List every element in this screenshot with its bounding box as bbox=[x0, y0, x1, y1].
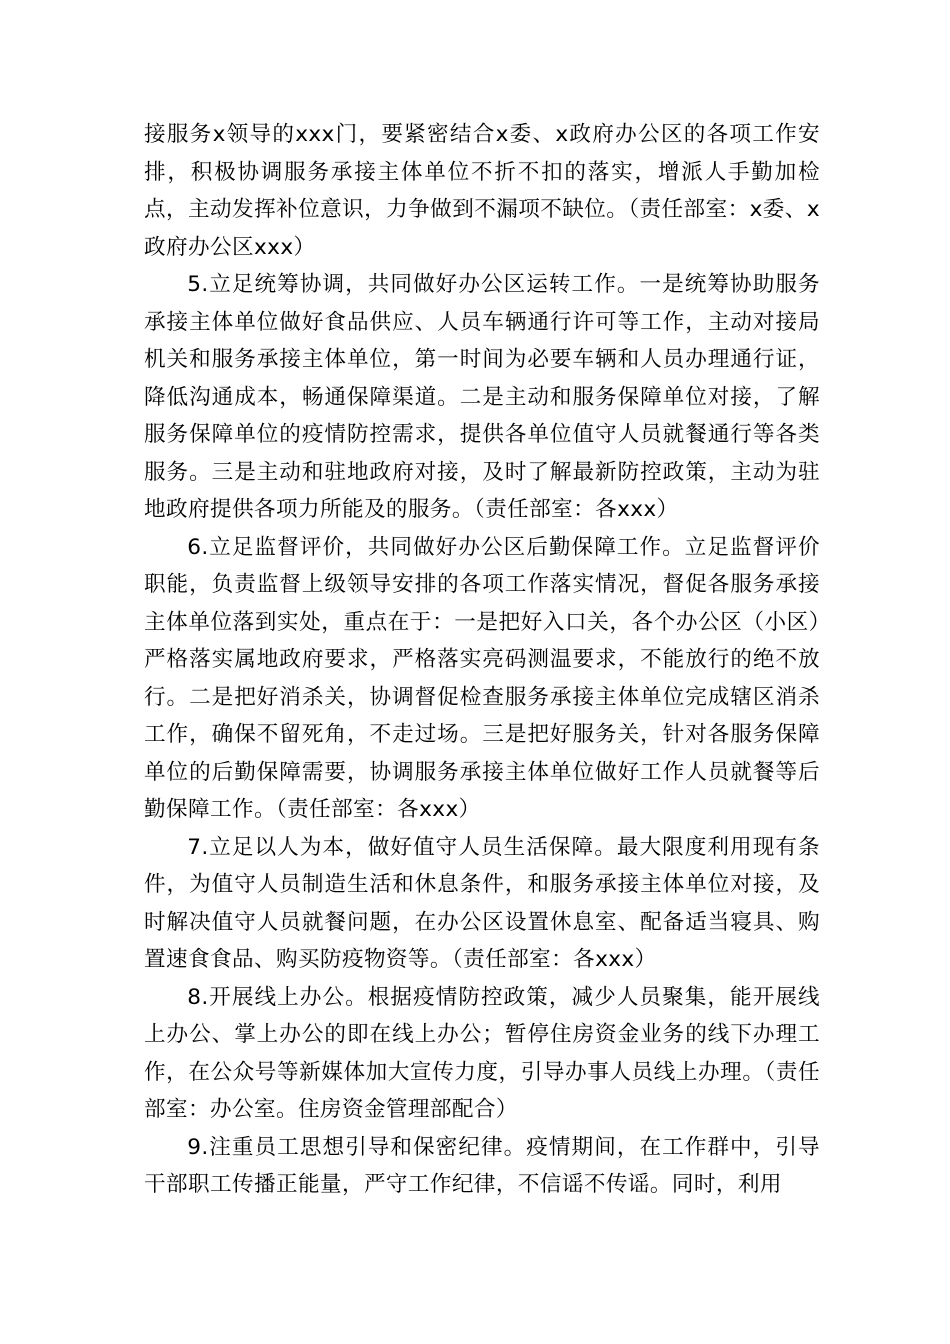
paragraph-item-8: 8.开展线上办公。根据疫情防控政策，减少人员聚集，能开展线上办公、掌上办公的即在线上办公；暂停住房资金业务的线下办理工作，在公众号等新媒体加大宣传力度，引导办事人员线上办理。（责任部室：办公室。住房资金管理部配合） bbox=[144, 984, 820, 1122]
paragraph-item-5: 5.立足统筹协调，共同做好办公区运转工作。一是统筹协助服务承接主体单位做好食品供应、人员车辆通行许可等工作，主动对接局机关和服务承接主体单位，第一时间为必要车辆和人员办理通行证，降低沟通成本，畅通保障渠道。二是主动和服务保障单位对接，了解服务保障单位的疫情防控需求，提供各单位值守人员就餐通行等各类服务。三是主动和驻地政府对接，及时了解最新防控政策，主动为驻地政府提供各项力所能及的服务。（责任部室：各xxx） bbox=[144, 272, 820, 522]
document-body bbox=[144, 116, 820, 1204]
paragraph-item-6: 6.立足监督评价，共同做好办公区后勤保障工作。立足监督评价职能，负责监督上级领导安排的各项工作落实情况，督促各服务承接主体单位落到实处，重点在于：一是把好入口关，各个办公区（小区）严格落实属地政府要求，严格落实亮码测温要求，不能放行的绝不放行。二是把好消杀关，协调督促检查服务承接主体单位完成辖区消杀工作，确保不留死角，不走过场。三是把好服务关，针对各服务保障单位的后勤保障需要，协调服务承接主体单位做好工作人员就餐等后勤保障工作。（责任部室：各xxx） bbox=[144, 534, 820, 822]
paragraph-item-9: 9.注重员工思想引导和保密纪律。疫情期间，在工作群中，引导干部职工传播正能量，严守工作纪律，不信谣不传谣。同时，利用 bbox=[144, 1134, 820, 1197]
paragraph-continued: 接服务x领导的xxx门，要紧密结合x委、x政府办公区的各项工作安排，积极协调服务承接主体单位不折不扣的落实，增派人手勤加检点，主动发挥补位意识，力争做到不漏项不缺位。（责任部室：x委、x政府办公区xxx） bbox=[144, 122, 820, 260]
paragraph-item-7: 7.立足以人为本，做好值守人员生活保障。最大限度利用现有条件，为值守人员制造生活和休息条件，和服务承接主体单位对接，及时解决值守人员就餐问题，在办公区设置休息室、配备适当寝具、购置速食食品、购买防疫物资等。（责任部室：各xxx） bbox=[144, 834, 820, 972]
